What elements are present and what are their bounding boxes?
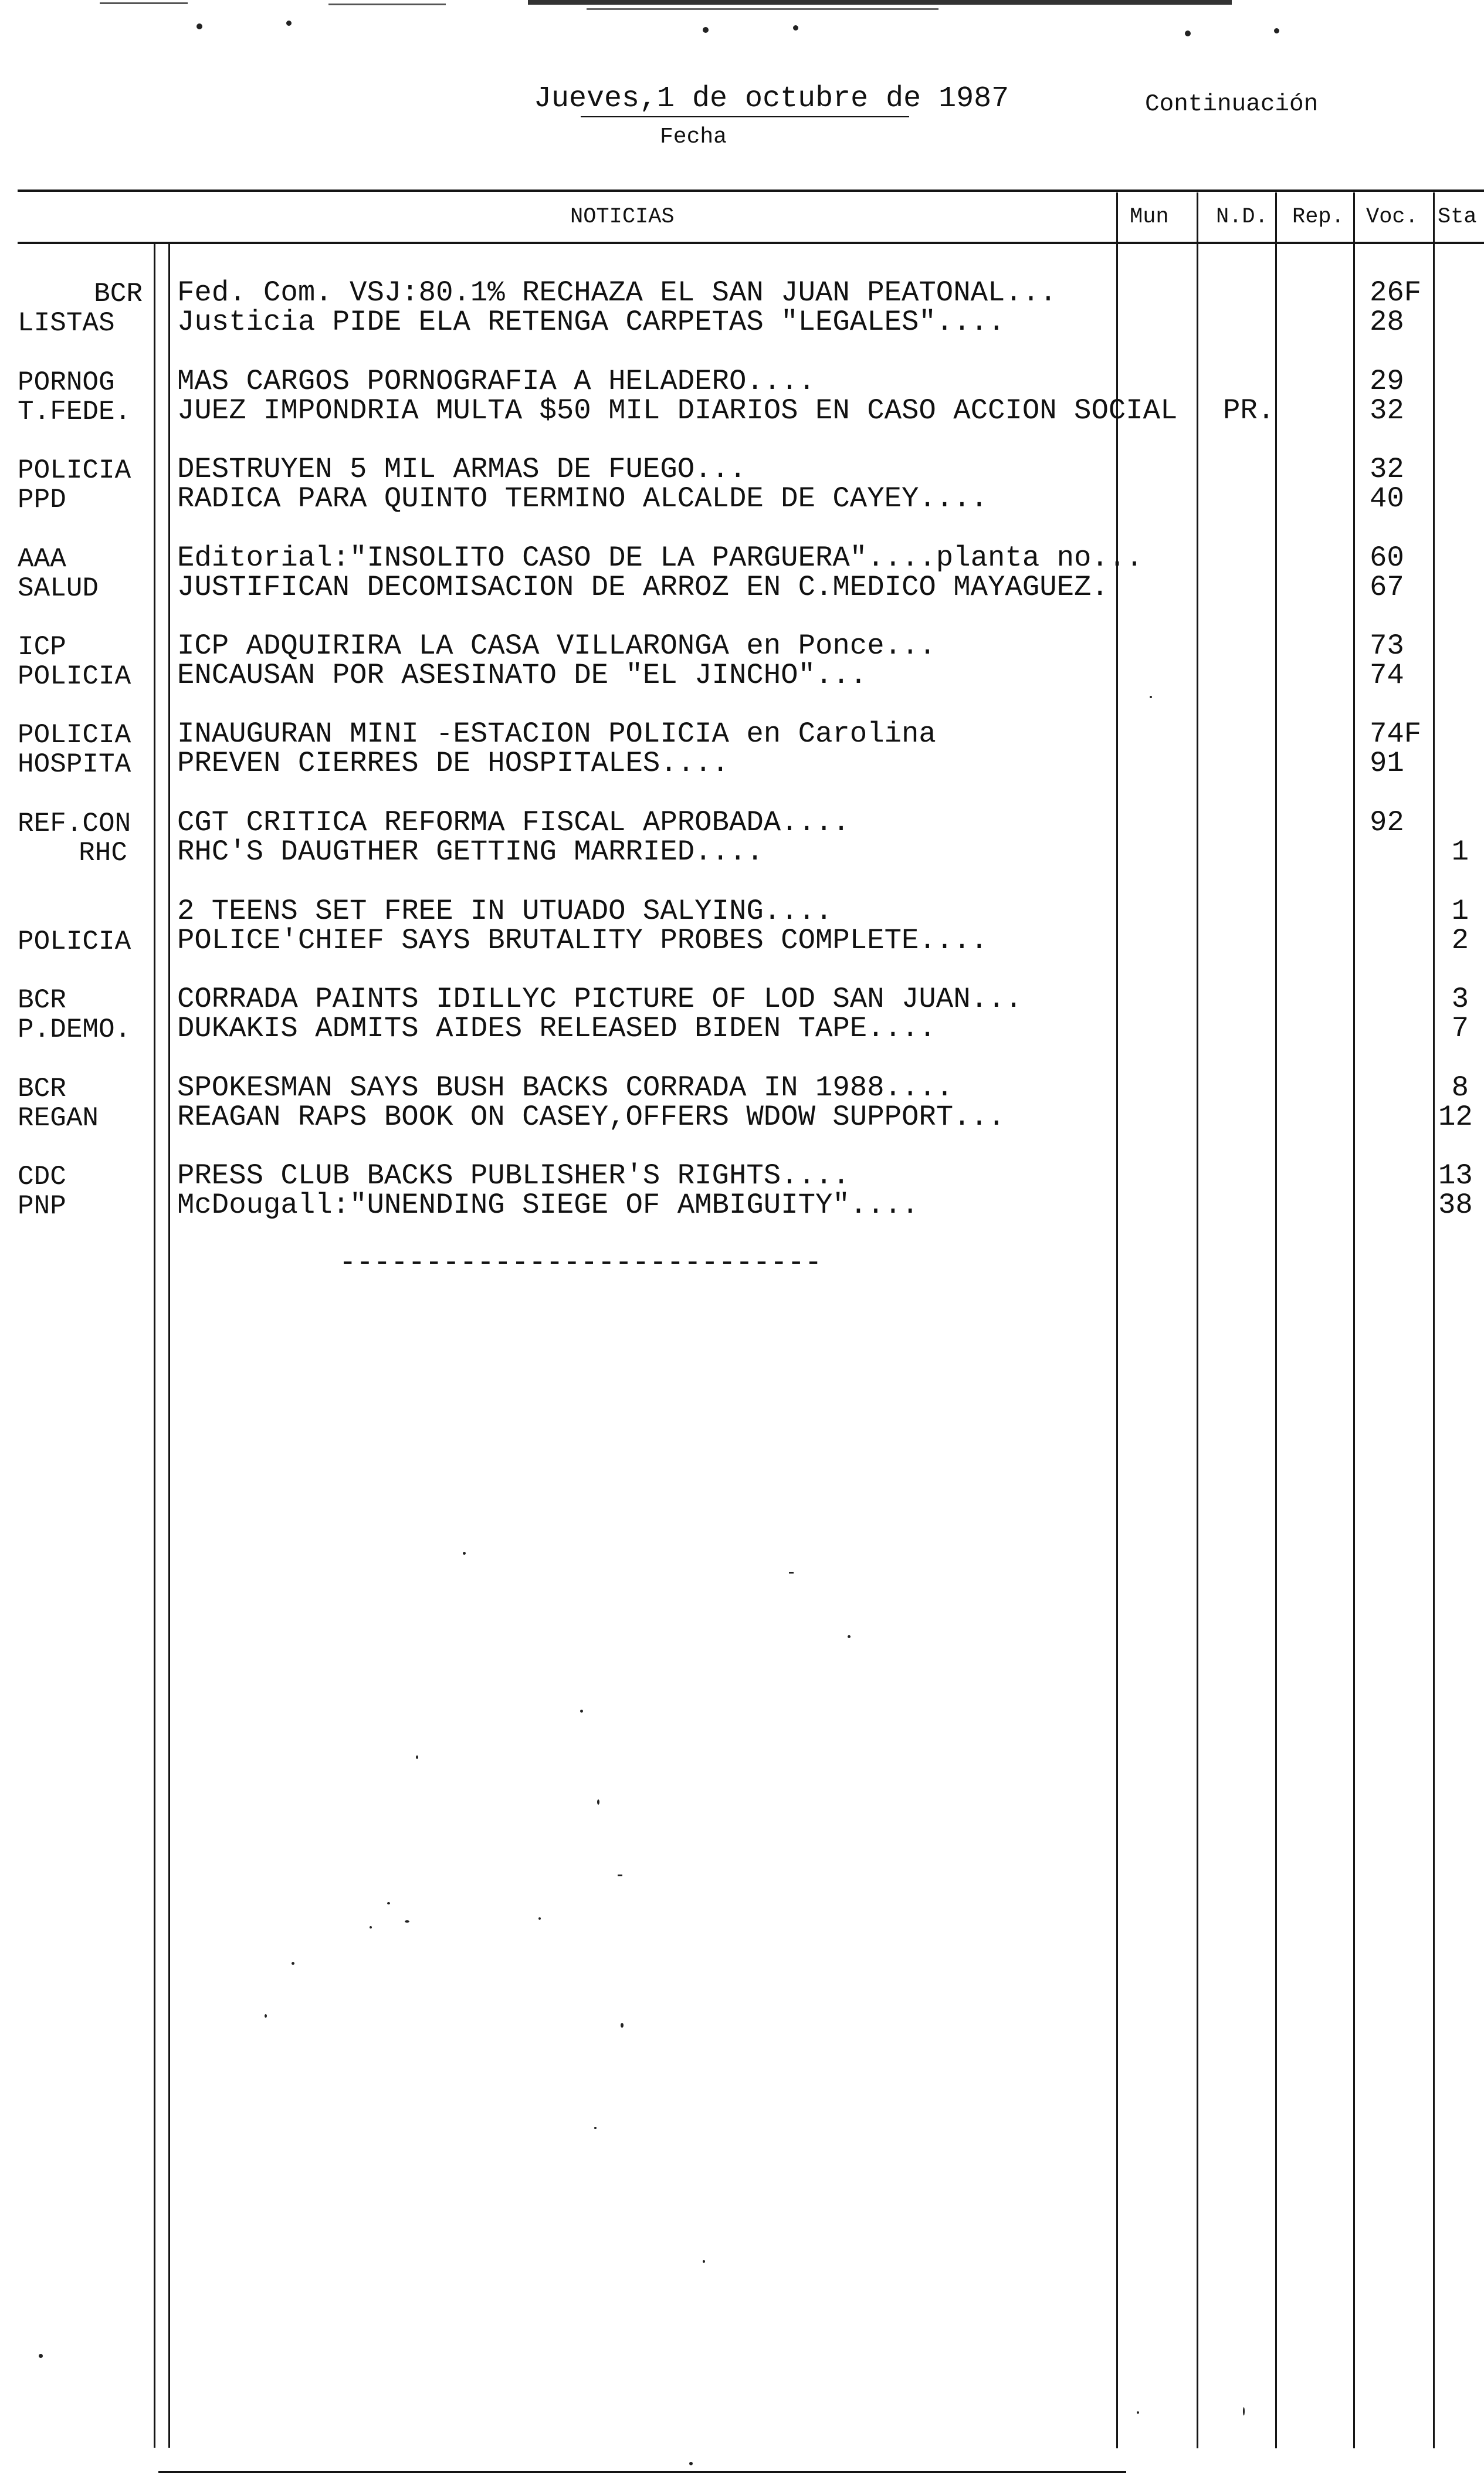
row-voc: 73 xyxy=(1370,630,1404,662)
row-headline: MAS CARGOS PORNOGRAFIA A HELADERO.... xyxy=(177,365,815,398)
row-voc: 74 xyxy=(1370,659,1404,692)
column-header-rep: Rep. xyxy=(1292,205,1344,229)
row-sta: 1 xyxy=(1451,835,1469,868)
mun-column-divider xyxy=(1116,192,1118,2448)
speck xyxy=(1243,2407,1245,2415)
row-voc: 60 xyxy=(1370,542,1404,574)
row-code: P.DEMO. xyxy=(18,1014,131,1045)
row-code: T.FEDE. xyxy=(18,397,131,427)
row-voc: 67 xyxy=(1370,571,1404,604)
speck xyxy=(1185,31,1191,36)
column-header-voc: Voc. xyxy=(1366,205,1418,229)
row-code: BCR xyxy=(18,1074,66,1104)
row-headline: ICP ADQUIRIRA LA CASA VILLARONGA en Ponce... xyxy=(177,630,936,662)
row-sta: 7 xyxy=(1451,1012,1469,1045)
row-headline: SPOKESMAN SAYS BUSH BACKS CORRADA IN 1988.... xyxy=(177,1071,954,1104)
row-code: BCR xyxy=(94,279,143,309)
speck xyxy=(789,1572,794,1574)
row-code: REF.CON xyxy=(18,808,131,839)
row-sta: 13 xyxy=(1438,1159,1473,1192)
code-column-divider xyxy=(168,242,170,2448)
row-headline: REAGAN RAPS BOOK ON CASEY,OFFERS WDOW SUPPORT... xyxy=(177,1101,1005,1134)
speck xyxy=(848,1635,851,1638)
row-code: PORNOG xyxy=(18,367,115,398)
row-code: RHC xyxy=(79,838,127,868)
row-headline: Fed. Com. VSJ:80.1% RECHAZA EL SAN JUAN PEATONAL... xyxy=(177,276,1057,309)
row-voc: 40 xyxy=(1370,482,1404,515)
row-code: POLICIA xyxy=(18,720,131,750)
row-headline: PREVEN CIERRES DE HOSPITALES.... xyxy=(177,747,729,780)
rep-column-divider xyxy=(1275,192,1277,2448)
column-header-nd: N.D. xyxy=(1216,205,1268,229)
row-headline: 2 TEENS SET FREE IN UTUADO SALYING.... xyxy=(177,895,833,928)
row-code: POLICIA xyxy=(18,926,131,957)
column-header-mun: Mun xyxy=(1130,205,1169,229)
row-voc: 32 xyxy=(1370,453,1404,486)
top-scan-mark xyxy=(587,8,938,10)
column-header-noticias: NOTICIAS xyxy=(570,205,675,229)
row-code: REGAN xyxy=(18,1103,99,1134)
speck xyxy=(286,21,292,26)
speck xyxy=(594,2127,597,2129)
speck xyxy=(292,1962,294,1965)
sta-column-divider xyxy=(1433,192,1435,2448)
row-code: ICP xyxy=(18,632,66,662)
speck xyxy=(597,1799,599,1805)
speck xyxy=(463,1552,466,1555)
row-voc: 28 xyxy=(1370,306,1404,339)
row-headline: Justicia PIDE ELA RETENGA CARPETAS "LEGALES".... xyxy=(177,306,1005,339)
row-headline: DESTRUYEN 5 MIL ARMAS DE FUEGO... xyxy=(177,453,747,486)
row-headline: CGT CRITICA REFORMA FISCAL APROBADA.... xyxy=(177,806,850,839)
speck xyxy=(196,23,202,29)
row-code: SALUD xyxy=(18,573,99,604)
speck xyxy=(689,2462,693,2465)
top-scan-mark xyxy=(328,4,446,5)
row-headline: McDougall:"UNENDING SIEGE OF AMBIGUITY".... xyxy=(177,1189,919,1222)
speck xyxy=(580,1710,583,1713)
row-code: LISTAS xyxy=(18,308,115,339)
row-headline: RHC'S DAUGTHER GETTING MARRIED.... xyxy=(177,835,764,868)
column-header-sta: Sta xyxy=(1438,205,1477,229)
speck xyxy=(1150,696,1152,698)
row-nd: PR. xyxy=(1223,394,1275,427)
row-sta: 12 xyxy=(1438,1101,1473,1134)
row-code: POLICIA xyxy=(18,661,131,692)
row-sta: 3 xyxy=(1451,983,1469,1016)
code-column-divider xyxy=(154,242,155,2448)
speck xyxy=(39,2354,43,2358)
speck xyxy=(416,1755,418,1759)
row-headline: ENCAUSAN POR ASESINATO DE "EL JINCHO"... xyxy=(177,659,868,692)
row-code: AAA xyxy=(18,544,66,574)
speck xyxy=(621,2023,624,2028)
row-sta: 2 xyxy=(1451,924,1469,957)
speck xyxy=(793,25,798,31)
row-sta: 38 xyxy=(1438,1189,1473,1222)
row-code: BCR xyxy=(18,985,66,1016)
row-code: PNP xyxy=(18,1191,66,1222)
row-voc: 26F xyxy=(1370,276,1422,309)
speck xyxy=(265,2014,267,2018)
speck xyxy=(618,1875,622,1876)
continuation-label: Continuación xyxy=(1145,91,1319,118)
report-date: Jueves,1 de octubre de 1987 xyxy=(534,82,1009,116)
speck xyxy=(703,2260,705,2263)
row-voc: 32 xyxy=(1370,394,1404,427)
row-sta: 1 xyxy=(1451,895,1469,928)
speck xyxy=(703,27,709,33)
row-code: HOSPITA xyxy=(18,749,131,780)
speck xyxy=(538,1917,541,1920)
row-voc: 29 xyxy=(1370,365,1404,398)
table-top-rule xyxy=(18,190,1484,192)
row-voc: 74F xyxy=(1370,718,1422,750)
row-sta: 8 xyxy=(1451,1071,1469,1104)
speck xyxy=(405,1920,409,1923)
row-voc: 91 xyxy=(1370,747,1404,780)
speck xyxy=(1274,28,1279,33)
date-caption: Fecha xyxy=(660,124,727,150)
top-scan-mark xyxy=(528,0,1232,5)
row-headline: Editorial:"INSOLITO CASO DE LA PARGUERA"....planta no... xyxy=(177,542,1143,574)
speck xyxy=(387,1902,390,1904)
speck xyxy=(1137,2411,1139,2414)
row-code: CDC xyxy=(18,1162,66,1192)
nd-column-divider xyxy=(1197,192,1198,2448)
table-bottom-rule xyxy=(158,2471,1126,2473)
row-headline: CORRADA PAINTS IDILLYC PICTURE OF LOD SAN JUAN... xyxy=(177,983,1022,1016)
row-headline: PRESS CLUB BACKS PUBLISHER'S RIGHTS.... xyxy=(177,1159,850,1192)
row-headline: RADICA PARA QUINTO TERMINO ALCALDE DE CAYEY.... xyxy=(177,482,988,515)
speck xyxy=(370,1926,372,1928)
voc-column-divider xyxy=(1353,192,1355,2448)
row-voc: 92 xyxy=(1370,806,1404,839)
table-header-rule xyxy=(18,242,1484,244)
row-headline: POLICE'CHIEF SAYS BRUTALITY PROBES COMPLETE.... xyxy=(177,924,988,957)
row-headline: JUEZ IMPONDRIA MULTA $50 MIL DIARIOS EN CASO ACCION SOCIAL xyxy=(177,394,1178,427)
row-headline: INAUGURAN MINI -ESTACION POLICIA en Carolina xyxy=(177,718,936,750)
end-of-list-rule: ---------------------------- xyxy=(339,1246,822,1279)
row-code: PPD xyxy=(18,485,66,515)
row-headline: DUKAKIS ADMITS AIDES RELEASED BIDEN TAPE.... xyxy=(177,1012,936,1045)
date-underline xyxy=(581,116,909,117)
top-scan-mark xyxy=(100,2,188,4)
row-code: POLICIA xyxy=(18,455,131,486)
row-headline: JUSTIFICAN DECOMISACION DE ARROZ EN C.MEDICO MAYAGUEZ. xyxy=(177,571,1109,604)
